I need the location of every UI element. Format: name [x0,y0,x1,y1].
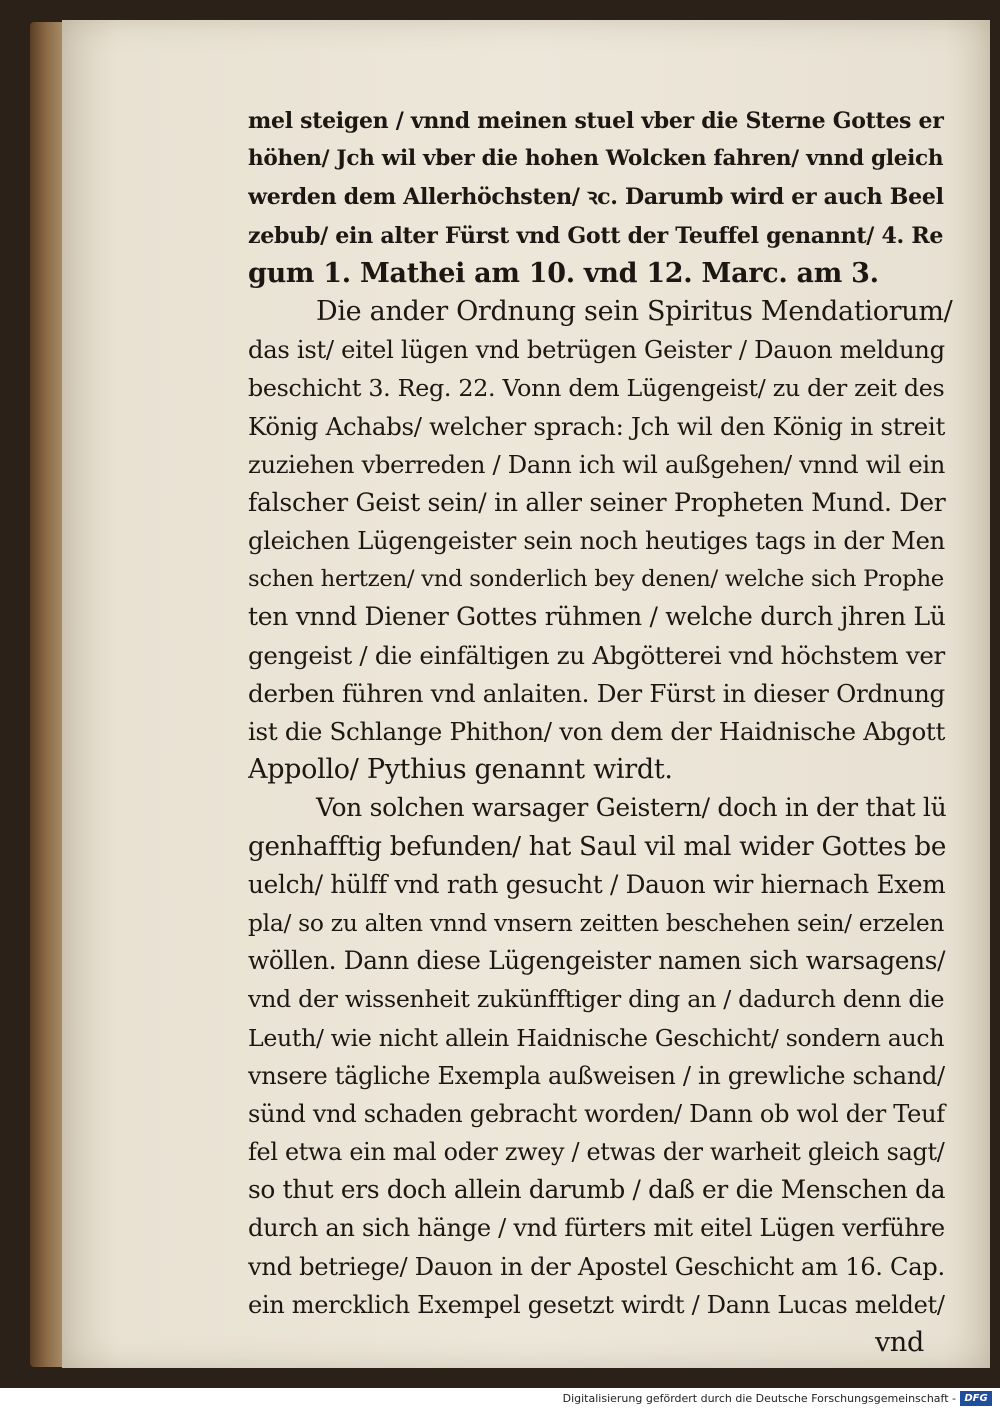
text-line: falscher Geist sein/ in aller seiner Propheten Mund. Der [248,487,946,517]
text-line: Von solchen warsager Geistern/ doch in der that lü [316,793,947,823]
text-line: ist die Schlange Phithon/ von dem der Haidnische Abgott [248,717,946,746]
text-line: uelch/ hülff vnd rath gesucht / Dauon wir hiernach Exem [248,869,946,899]
text-line: das ist/ eitel lügen vnd betrügen Geister / Dauon meldung [248,336,945,365]
text-line: ten vnnd Diener Gottes rühmen / welche durch jhren Lü [248,602,946,632]
text-line: Die ander Ordnung sein Spiritus Mendatiorum/ [316,295,953,327]
text-line: so thut ers doch allein darumb / daß er die Menschen da [248,1175,946,1205]
text-line: vnsere tägliche Exempla außweisen / in grewliche schand/ [248,1061,945,1090]
text-line: mel steigen / vnnd meinen stuel vber die Sterne Gottes er [248,108,944,134]
text-line: gum 1. Mathei am 10. vnd 12. Marc. am 3. [248,257,879,289]
page-text-block [248,102,954,1362]
text-line: durch an sich hänge / vnd fürters mit eitel Lügen verführe [248,1214,945,1243]
footer-bar [0,1388,1000,1411]
text-line: ein mercklich Exempel gesetzt wirdt / Dann Lucas meldet/ [248,1290,945,1319]
dfg-logo: DFG [960,1391,992,1406]
text-line: derben führen vnd anlaiten. Der Fürst in dieser Ordnung [248,678,946,708]
text-line: pla/ so zu alten vnnd vnsern zeitten beschehen sein/ erzelen [248,908,945,937]
text-line: wöllen. Dann diese Lügengeister namen sich warsagens/ [248,946,946,976]
text-line: werden dem Allerhöchsten/ ꝛc. Darumb wird er auch Beel [248,184,944,211]
text-line: sünd vnd schaden gebracht worden/ Dann ob wol der Teuf [248,1099,945,1128]
funding-notice: Digitalisierung gefördert durch die Deutsche Forschungsgemeinschaft - [562,1392,956,1405]
text-line: König Achabs/ welcher sprach: Jch wil den König in streit [248,411,945,441]
text-line: fel etwa ein mal oder zwey / etwas der warheit gleich sagt/ [248,1138,945,1167]
text-line: beschicht 3. Reg. 22. Vonn dem Lügengeist/ zu der zeit des [248,374,945,403]
text-line: vnd der wissenheit zukünfftiger ding an / dadurch denn die [248,985,945,1014]
text-line: Leuth/ wie nicht allein Haidnische Geschicht/ sondern auch [248,1023,945,1052]
text-line: gengeist / die einfältigen zu Abgötterei vnd höchstem ver [248,640,945,670]
text-line: vnd betriege/ Dauon in der Apostel Geschicht am 16. Cap. [248,1252,945,1281]
text-line: zuziehen vberreden / Dann ich wil außgehen/ vnnd wil ein [248,450,946,479]
text-line: gleichen Lügengeister sein noch heutiges tags in der Men [248,527,945,556]
text-line: schen hertzen/ vnd sonderlich bey denen/ welche sich Prophe [248,566,944,593]
text-line: höhen/ Jch wil vber die hohen Wolcken fahren/ vnnd gleich [248,146,944,172]
text-line: Appollo/ Pythius genannt wirdt. [248,754,673,786]
text-line: zebub/ ein alter Fürst vnd Gott der Teuffel genannt/ 4. Re [248,222,944,249]
text-line: genhafftig befunden/ hat Saul vil mal wider Gottes be [248,831,947,862]
catchword: vnd [874,1327,924,1358]
